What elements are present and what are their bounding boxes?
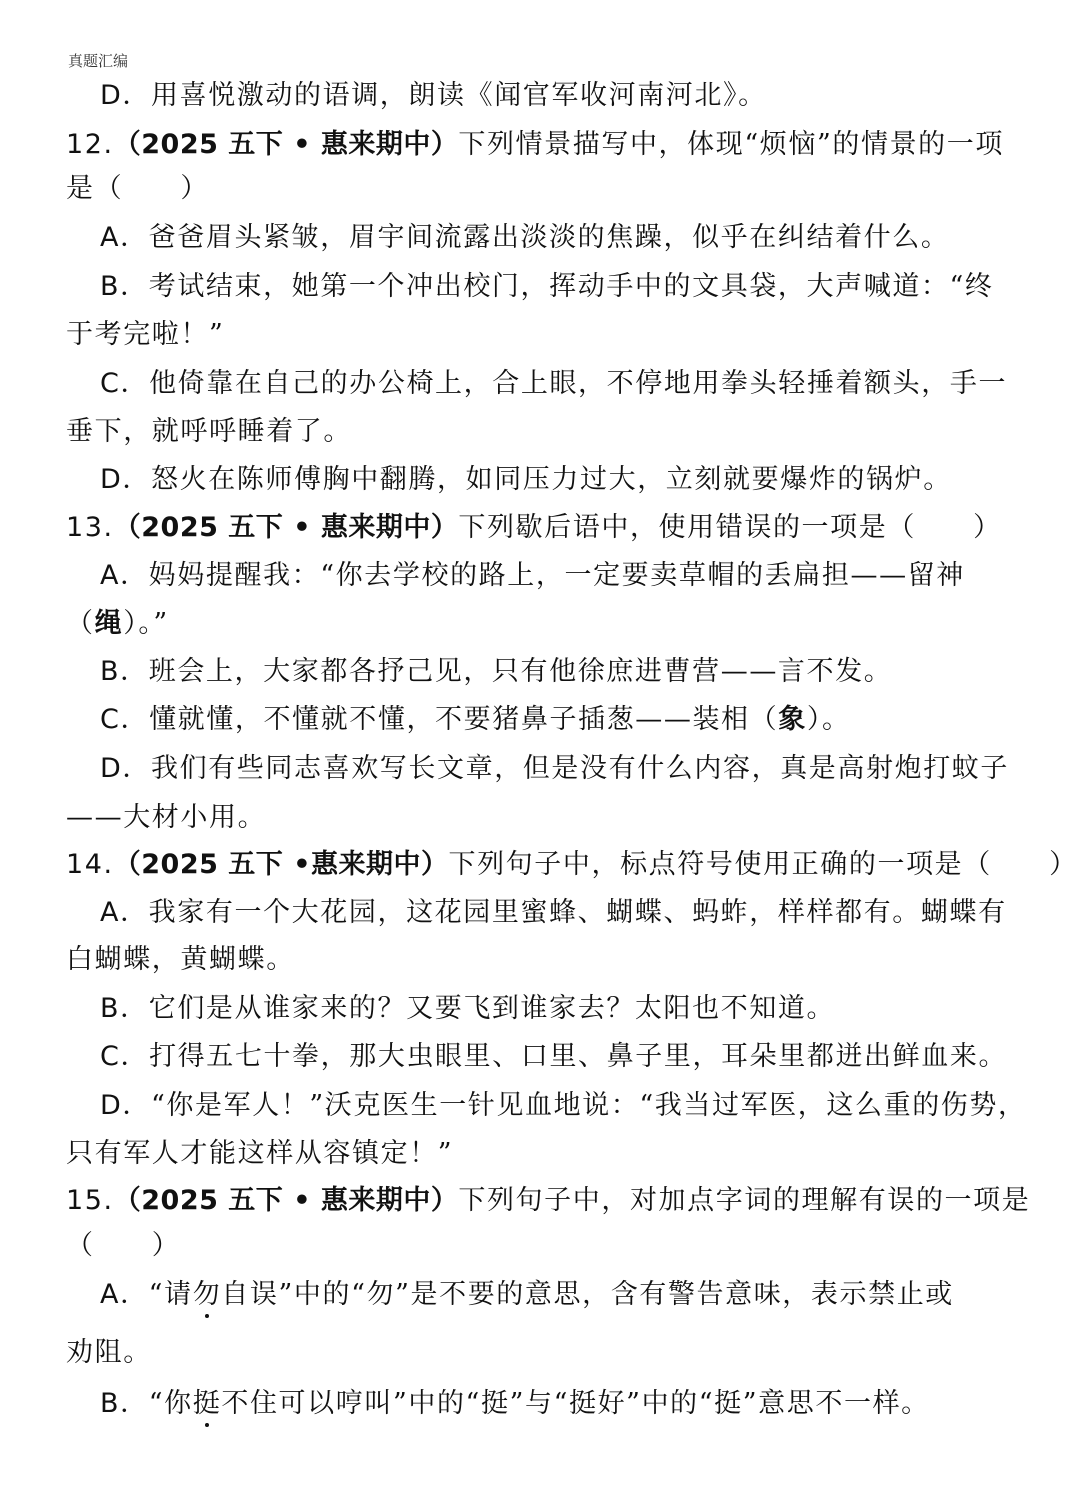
option-letter: B． (100, 271, 149, 302)
text-fragment: 懂就懂，不懂就不懂，不要猪鼻子插葱——装相（ (149, 704, 779, 735)
text-fragment: ）。 (806, 704, 851, 735)
question-source: （2025 五下 •惠来期中） (113, 849, 449, 880)
question-15-cont: （ ） (66, 1230, 181, 1261)
q14-option-a-cont: 白蝴蝶，黄蝴蝶。 (66, 944, 295, 975)
question-text: 下列歇后语中，使用错误的一项是（ ） (458, 512, 1002, 543)
dotted-char: 挺 (192, 1388, 222, 1419)
q12-option-b-cont: 于考完啦！” (66, 319, 225, 350)
text-fragment: 不住可以哼叫”中的“挺”与“挺好”中的“挺”意思不一样。 (221, 1388, 930, 1419)
option-text: 怒火在陈师傅胸中翻腾，如同压力过大，立刻就要爆炸的锅炉。 (151, 464, 952, 495)
option-letter: D． (100, 753, 151, 784)
q13-option-c (100, 703, 851, 737)
header-label: 真题汇编 (68, 52, 129, 70)
question-text: 下列句子中，标点符号使用正确的一项是（ ） (448, 849, 1078, 880)
q13-option-b (100, 655, 892, 689)
question-text: 下列情景描写中，体现“烦恼”的情景的一项 (458, 129, 1004, 160)
q13-option-a-cont (66, 607, 169, 641)
q15-option-b (100, 1387, 930, 1421)
option-letter: A． (100, 560, 149, 591)
option-text: 我们有些同志喜欢写长文章，但是没有什么内容，真是高射炮打蚊子 (151, 753, 1009, 784)
question-number: 13. (66, 512, 114, 543)
q13-option-a (100, 559, 965, 593)
option-letter: B． (100, 1388, 149, 1419)
q12-option-b (100, 270, 994, 304)
q13-option-d (100, 752, 1009, 786)
text-fragment: 自误”中的“勿”是不要的意思，含有警告意味，表示禁止或 (221, 1279, 954, 1310)
option-letter: C． (100, 704, 150, 735)
q14-option-c (100, 1040, 1007, 1074)
q12-option-a (100, 221, 949, 255)
option-text: 我家有一个大花园，这花园里蜜蜂、蝴蝶、蚂蚱，样样都有。蝴蝶有 (148, 897, 1007, 928)
option-letter: D． (100, 1090, 151, 1121)
option-letter: C． (100, 368, 150, 399)
question-15 (66, 1184, 1030, 1218)
question-number: 12. (66, 129, 114, 160)
q14-option-a (100, 896, 1007, 930)
text-fragment: “请 (148, 1279, 193, 1310)
option-letter: D． (100, 80, 151, 111)
option-d-prev (100, 79, 767, 113)
option-text: 考试结束，她第一个冲出校门，挥动手中的文具袋，大声喊道：“终 (148, 271, 994, 302)
question-12 (66, 128, 1004, 162)
q12-option-c (100, 367, 1007, 401)
question-number: 15. (66, 1185, 114, 1216)
text-fragment: “你 (148, 1388, 193, 1419)
bold-char: 绳 (94, 608, 124, 639)
option-letter: B． (100, 993, 149, 1024)
q13-option-d-cont: ——大材小用。 (66, 802, 267, 833)
option-text: 爸爸眉头紧皱，眉宇间流露出淡淡的焦躁，似乎在纠结着什么。 (148, 222, 950, 253)
option-text: 他倚靠在自己的办公椅上，合上眼，不停地用拳头轻捶着额头，手一 (149, 368, 1008, 399)
option-letter: A． (100, 897, 149, 928)
question-source: （2025 五下 • 惠来期中） (113, 1185, 459, 1216)
text-fragment: ）。” (123, 608, 169, 639)
q14-option-d-cont: 只有军人才能这样从容镇定！” (66, 1138, 454, 1169)
option-letter: B． (100, 656, 149, 687)
question-source: （2025 五下 • 惠来期中） (113, 129, 459, 160)
text-fragment: （ (66, 608, 95, 639)
q12-option-c-cont: 垂下，就呼呼睡着了。 (66, 416, 352, 447)
option-text: 打得五七十拳，那大虫眼里、口里、鼻子里，耳朵里都迸出鲜血来。 (149, 1041, 1008, 1072)
option-letter: A． (100, 222, 149, 253)
option-letter: D． (100, 464, 151, 495)
q14-option-d (100, 1089, 1027, 1123)
bold-char: 象 (778, 704, 807, 735)
option-text: 班会上，大家都各抒己见，只有他徐庶进曹营——言不发。 (148, 656, 893, 687)
question-number: 14. (66, 849, 114, 880)
dotted-char: 勿 (192, 1279, 222, 1310)
q12-option-d (100, 463, 952, 497)
option-text: 用喜悦激动的语调，朗读《闻官军收河南河北》。 (151, 80, 767, 111)
option-text: “你是军人！”沃克医生一针见血地说：“我当过军医，这么重的伤势， (151, 1090, 1027, 1121)
q15-option-a (100, 1278, 954, 1312)
question-13 (66, 511, 1002, 545)
q15-option-a-cont: 劝阻。 (66, 1337, 152, 1368)
option-text: 它们是从谁家来的？又要飞到谁家去？太阳也不知道。 (148, 993, 836, 1024)
q14-option-b (100, 992, 835, 1026)
question-14 (66, 848, 1078, 882)
option-letter: C． (100, 1041, 150, 1072)
question-text: 下列句子中，对加点字词的理解有误的一项是 (458, 1185, 1031, 1216)
option-text: 妈妈提醒我：“你去学校的路上，一定要卖草帽的丢扁担——留神 (148, 560, 965, 591)
question-source: （2025 五下 • 惠来期中） (113, 512, 459, 543)
option-letter: A． (100, 1279, 149, 1310)
question-12-cont: 是（ ） (66, 173, 209, 204)
